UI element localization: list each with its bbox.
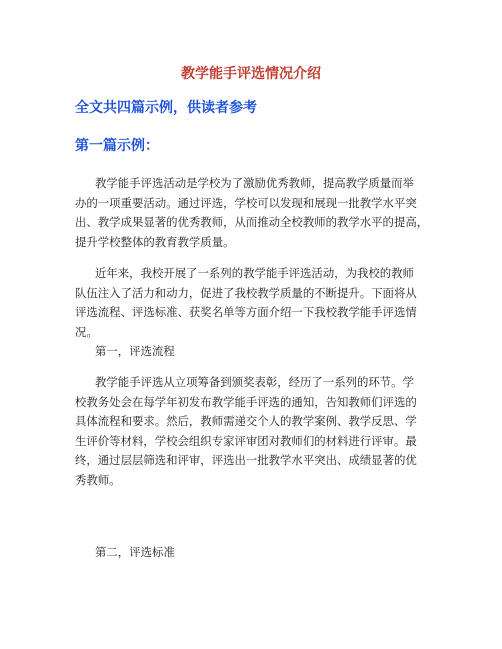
- paragraph-line: 评选流程、评选标准、获奖名单等方面介绍一下我校教学能手评选情: [75, 305, 417, 319]
- paragraph-line: 提升学校整体的教育教学质量。: [75, 234, 235, 249]
- paragraph-process: [75, 373, 431, 490]
- section-heading: 第一篇示例：: [75, 138, 159, 154]
- paragraph-intro: [75, 174, 431, 252]
- paragraph-line: 办的一项重要活动。通过评选，学校可以发现和展现一批教学水平突: [75, 195, 417, 210]
- paragraph-background: [75, 264, 431, 342]
- paragraph-line: 生评价等材料，学校会组织专家评审团对教师们的材料进行评审。最: [75, 433, 417, 448]
- paragraph-line: 况。: [75, 324, 98, 339]
- subhead-process: 第一，评选流程: [95, 344, 175, 358]
- paragraph-line: 校教务处会在每学年初发布教学能手评选的通知，告知教师们评选的: [75, 394, 417, 409]
- paragraph-line: 终，通过层层筛选和评审，评选出一批教学水平突出、成绩显著的优: [75, 453, 417, 467]
- paragraph-line: 出、教学成果显著的优秀教师，从而推动全校教师的教学水平的提高，: [75, 215, 429, 229]
- paragraph-line: 教学能手评选活动是学校为了激励优秀教师，提高教学质量而举: [95, 176, 414, 190]
- paragraph-line: 具体流程和要求。然后，教师需递交个人的教学案例、教学反思、学: [75, 414, 417, 428]
- document-subtitle: 全文共四篇示例，供读者参考: [75, 100, 257, 116]
- document-title: 教学能手评选情况介绍: [181, 66, 321, 82]
- paragraph-line: 秀教师。: [75, 472, 121, 487]
- paragraph-line: 队伍注入了活力和动力，促进了我校教学质量的不断提升。下面将从: [75, 285, 417, 300]
- paragraph-line: 教学能手评选从立项筹备到颁奖表彰，经历了一系列的环节。学: [95, 375, 414, 389]
- paragraph-line: 近年来，我校开展了一系列的教学能手评选活动，为我校的教师: [95, 266, 414, 280]
- subhead-criteria: 第二，评选标准: [95, 545, 175, 559]
